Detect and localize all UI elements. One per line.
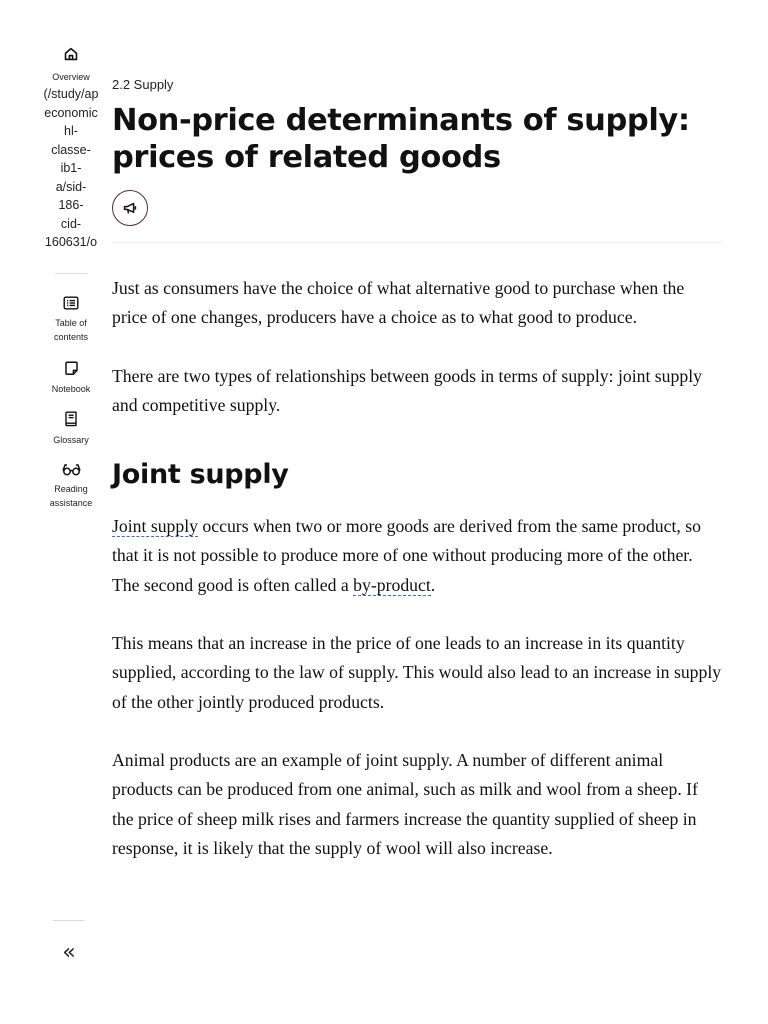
sidebar-divider bbox=[55, 273, 87, 274]
sidebar-item-label: Notebook bbox=[51, 383, 91, 394]
paragraph: Just as consumers have the choice of what alternative good to purchase when the price of one changes, producers have a choice as to what good to produce. bbox=[112, 278, 685, 328]
sidebar-item-label-line: Reading bbox=[54, 483, 88, 494]
sidebar-item-label-line: contents bbox=[53, 331, 89, 342]
glossary-term-by-product[interactable]: by-product bbox=[353, 574, 431, 595]
main-content bbox=[112, 74, 722, 863]
paragraph-text: occurs when two or more goods are derived from the same product, so that it is not possible to produce more of one without producing more of the other. The second good is often called a bbox=[112, 516, 701, 595]
overview-url-line: classe- bbox=[51, 142, 91, 157]
sidebar-item-label: Glossary bbox=[53, 434, 89, 445]
sidebar-item-overview[interactable] bbox=[40, 40, 102, 252]
read-aloud-button[interactable] bbox=[112, 190, 148, 226]
paragraph-text: . bbox=[430, 574, 436, 595]
paragraph: There are two types of relationships between goods in terms of supply: joint supply and competitive supply. bbox=[112, 365, 702, 415]
page-title-line: prices of related goods bbox=[112, 140, 501, 175]
notebook-icon bbox=[64, 361, 79, 376]
overview-url-line: 186- bbox=[58, 198, 84, 212]
table-of-contents-icon bbox=[63, 296, 79, 310]
section-heading-joint-supply: Joint supply bbox=[112, 459, 289, 491]
paragraph bbox=[112, 512, 722, 600]
home-icon bbox=[63, 40, 79, 68]
breadcrumb[interactable]: 2.2 Supply bbox=[112, 77, 174, 92]
page-title-line: Non-price determinants of supply: bbox=[112, 103, 690, 138]
collapse-sidebar-button[interactable]: « bbox=[62, 939, 76, 965]
paragraph: Animal products are an example of joint supply. A number of different animal products can be produced from one animal, such as milk and wool from a sheep. If the price of sheep milk rises and farmers increase the quantity supplied of sheep in response, it is likely that the supply of wool will also increase. bbox=[112, 749, 698, 858]
sidebar-item-label bbox=[40, 482, 102, 510]
overview-url-line: economic bbox=[44, 105, 98, 120]
sidebar-item-glossary[interactable] bbox=[40, 411, 102, 447]
sidebar-divider bbox=[53, 920, 85, 921]
overview-url-line: cid- bbox=[60, 216, 82, 231]
sidebar-item-label: Overview bbox=[52, 72, 90, 82]
sidebar-item-notebook[interactable] bbox=[40, 361, 102, 396]
overview-url[interactable] bbox=[40, 85, 102, 252]
overview-url-line: (/study/ap bbox=[43, 87, 99, 101]
overview-url-line: a/sid- bbox=[55, 179, 87, 194]
glossary-icon bbox=[64, 411, 78, 427]
sidebar-item-label-line: Table of bbox=[55, 317, 87, 328]
megaphone-icon bbox=[123, 202, 137, 215]
sidebar-item-label-line: assistance bbox=[49, 497, 93, 508]
overview-url-line: hl- bbox=[64, 124, 78, 138]
sidebar-item-reading-assistance[interactable] bbox=[40, 463, 102, 510]
sidebar bbox=[40, 40, 102, 510]
glossary-term-joint-supply[interactable]: Joint supply bbox=[112, 516, 198, 537]
overview-url-line: 160631/o bbox=[44, 235, 98, 249]
overview-url-line: ib1- bbox=[60, 161, 82, 175]
reading-glasses-icon bbox=[62, 463, 81, 476]
page-title bbox=[112, 102, 722, 176]
sidebar-item-label bbox=[40, 316, 102, 344]
title-divider bbox=[112, 242, 722, 243]
sidebar-item-table-of-contents[interactable] bbox=[40, 296, 102, 344]
paragraph: This means that an increase in the price of one leads to an increase in its quantity supplied, according to the law of supply. This would also lead to an increase in supply of the other jointly produced products. bbox=[112, 633, 722, 712]
